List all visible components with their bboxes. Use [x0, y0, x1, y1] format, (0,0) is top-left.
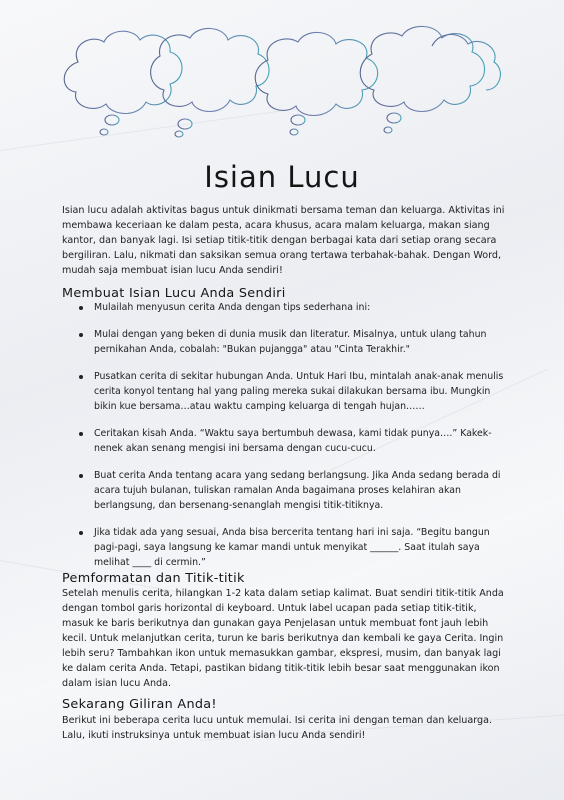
bullet-icon — [79, 432, 83, 436]
bullet-icon — [79, 531, 83, 535]
formatting-paragraph: Setelah menulis cerita, hilangkan 1-2 kata dalam setiap kalimat. Buat sendiri titik-titik Anda dengan tombol garis horizontal di keyboard. Untuk label ucapan pada setiap titik-titik, masuk ke baris berikutnya dan gunakan gaya Penjelasan untuk membuat font jauh lebih kecil. Untuk melanjutkan cerita, turun ke baris berikutnya dan kembali ke gaya Cerita. Ingin lebih seru? Tambahkan ikon untuk memasukkan gambar, ekspresi, musim, dan banyak lagi ke dalam cerita Anda. Tetapi, pastikan bidang titik-titik lebih besar saat menggunakan ikon dalam isian lucu Anda. — [62, 588, 504, 689]
closing-paragraph: Berikut ini beberapa cerita lucu untuk memulai. Isi cerita ini dengan teman dan keluarga. Lalu, ikuti instruksinya untuk membuat isian lucu Anda sendiri! — [62, 715, 493, 741]
section-heading: Pemformatan dan Titik-titik — [62, 571, 245, 586]
list-item: Buat cerita Anda tentang acara yang sedang berlangsung. Jika Anda sedang berada di acara tujuh bulanan, tuliskan ramalan Anda bagaimana proses kelahiran akan berlangsung, dan bersenang-senanglah mengisi titik-titiknya. — [62, 468, 508, 513]
list-item: Mulai dengan yang beken di dunia musik dan literatur. Misalnya, untuk ulang tahun pernikahan Anda, cobalah: "Bukan pujangga" atau "Cinta Terakhir." — [62, 327, 508, 357]
page-title: Isian Lucu — [204, 160, 360, 194]
list-item: Mulailah menyusun cerita Anda dengan tips sederhana ini: — [62, 300, 508, 315]
list-item: Jika tidak ada yang sesuai, Anda bisa bercerita tentang hari ini saja. “Begitu bangun pagi-pagi, saya langsung ke kamar mandi untuk menyikat ______. Saat itulah saya melihat ____ di cermin.” — [62, 525, 508, 570]
section-heading: Membuat Isian Lucu Anda Sendiri — [62, 286, 286, 301]
bullet-icon — [79, 474, 83, 478]
thought-cloud-icon — [64, 31, 182, 135]
section-heading: Sekarang Giliran Anda! — [62, 697, 217, 712]
thought-cloud-icon — [255, 32, 377, 135]
list-item: Pusatkan cerita di sekitar hubungan Anda. Untuk Hari Ibu, mintalah anak-anak menulis cerita konyol tentang hal yang paling mereka sukai dilakukan bersama ibu. Mungkin bikin kue bersama…atau waktu camping keluarga di tengah hujan…… — [62, 369, 508, 414]
bullet-icon — [79, 306, 83, 310]
intro-paragraph: Isian lucu adalah aktivitas bagus untuk dinikmati bersama teman dan keluarga. Aktivitas ini membawa keceriaan ke dalam pesta, acara khusus, acara malam keluarga, makan siang kantor, dan banyak lagi. Isi setiap titik-titik dengan berbagai kata dari setiap orang secara bergiliran. Lalu, nikmati dan saksikan semua orang tertawa terbahak-bahak. Dengan Word, mudah saja membuat isian lucu Anda sendiri! — [62, 205, 505, 276]
tips-list — [62, 300, 508, 582]
thought-cloud-icon — [360, 26, 500, 133]
list-item: Ceritakan kisah Anda. “Waktu saya bertumbuh dewasa, kami tidak punya….” Kakek-nenek akan senang mengisi ini bersama dengan cucu-cucu. — [62, 426, 508, 456]
bullet-icon — [79, 333, 83, 337]
thought-clouds-decoration — [0, 0, 564, 150]
bullet-icon — [79, 375, 83, 379]
thought-cloud-icon — [151, 28, 269, 137]
